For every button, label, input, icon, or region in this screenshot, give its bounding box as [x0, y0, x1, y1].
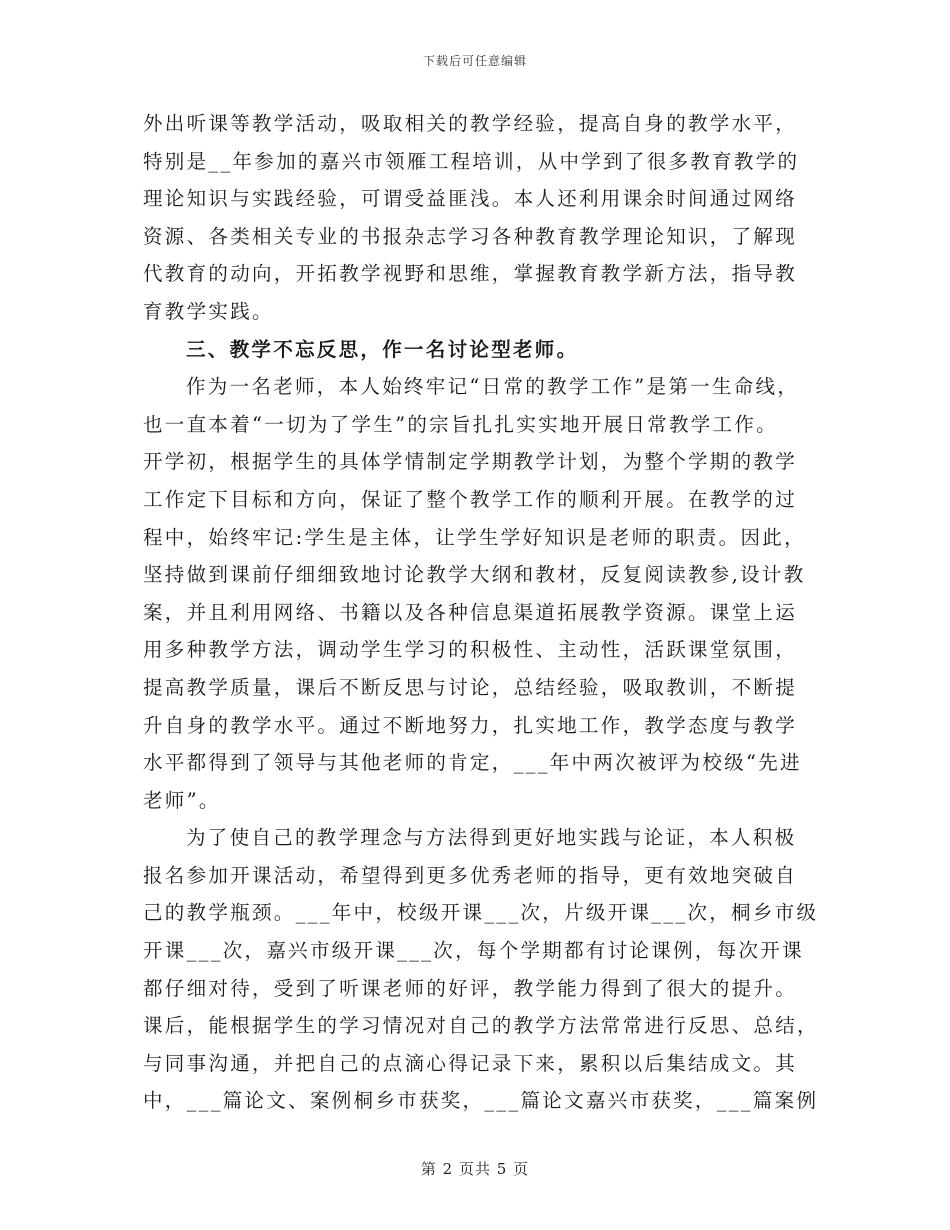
paragraph-line: 报名参加开课活动，希望得到更多优秀老师的指导，更有效地突破自 [143, 863, 798, 887]
paragraph-line: 代教育的动向，开拓教学视野和思维，掌握教育教学新方法，指导教 [143, 262, 798, 286]
paragraph-line: 与同事沟通，并把自己的点滴心得记录下来，累积以后集结成文。其 [143, 1051, 798, 1075]
paragraph-line: 理论知识与实践经验，可谓受益匪浅。本人还利用课余时间通过网络 [143, 187, 798, 211]
paragraph-line: 中，___篇论文、案例桐乡市获奖，___篇论文嘉兴市获奖，___篇案例 [143, 1089, 819, 1113]
page-header: 下载后可任意编辑 [422, 54, 527, 68]
paragraph-line: 案，并且利用网络、书籍以及各种信息渠道拓展教学资源。课堂上运 [143, 600, 798, 624]
paragraph-line: 用多种教学方法，调动学生学习的积极性、主动性，活跃课堂氛围， [143, 638, 798, 662]
section-heading: 三、教学不忘反思，作一名讨论型老师。 [186, 337, 579, 361]
paragraph-line: 作为一名老师，本人始终牢记“日常的教学工作”是第一生命线， [186, 375, 800, 399]
paragraph-line: 坚持做到课前仔细细致地讨论教学大纲和教材，反复阅读教参,设计教 [143, 563, 806, 587]
paragraph-line: 升自身的教学水平。通过不断地努力，扎实地工作，教学态度与教学 [143, 713, 798, 737]
paragraph-line: 己的教学瓶颈。___年中，校级开课___次，片级开课___次，桐乡市级 [143, 901, 819, 925]
paragraph-line: 课后，能根据学生的学习情况对自己的教学方法常常进行反思、总结， [143, 1014, 819, 1038]
paragraph-line: 育教学实践。 [143, 299, 274, 323]
paragraph-line: 开课___次，嘉兴市级开课___次，每个学期都有讨论课例，每次开课 [143, 939, 804, 963]
paragraph-line: 工作定下目标和方向，保证了整个教学工作的顺利开展。在教学的过 [143, 487, 798, 511]
paragraph-line: 都仔细对待，受到了听课老师的好评，教学能力得到了很大的提升。 [143, 976, 798, 1000]
paragraph-line: 也一直本着“一切为了学生”的宗旨扎扎实实地开展日常教学工作。 [143, 412, 778, 436]
paragraph-line: 水平都得到了领导与其他老师的肯定，___年中两次被评为校级“先进 [143, 751, 802, 775]
document-body [143, 105, 819, 1120]
page-number: 第 2 页共 5 页 [420, 1160, 530, 1178]
paragraph-line: 为了使自己的教学理念与方法得到更好地实践与论证，本人积极 [186, 826, 797, 850]
paragraph-line: 特别是__年参加的嘉兴市领雁工程培训，从中学到了很多教育教学的 [143, 149, 800, 173]
paragraph-line: 开学初，根据学生的具体学情制定学期教学计划，为整个学期的教学 [143, 450, 798, 474]
paragraph-line: 老师”。 [143, 788, 221, 812]
paragraph-line: 程中，始终牢记:学生是主体，让学生学好知识是老师的职责。因此， [143, 525, 806, 549]
paragraph-line: 资源、各类相关专业的书报杂志学习各种教育教学理论知识，了解现 [143, 224, 798, 248]
paragraph-line: 外出听课等教学活动，吸取相关的教学经验，提高自身的教学水平， [143, 112, 798, 135]
paragraph-line: 提高教学质量，课后不断反思与讨论，总结经验，吸取教训，不断提 [143, 675, 798, 699]
